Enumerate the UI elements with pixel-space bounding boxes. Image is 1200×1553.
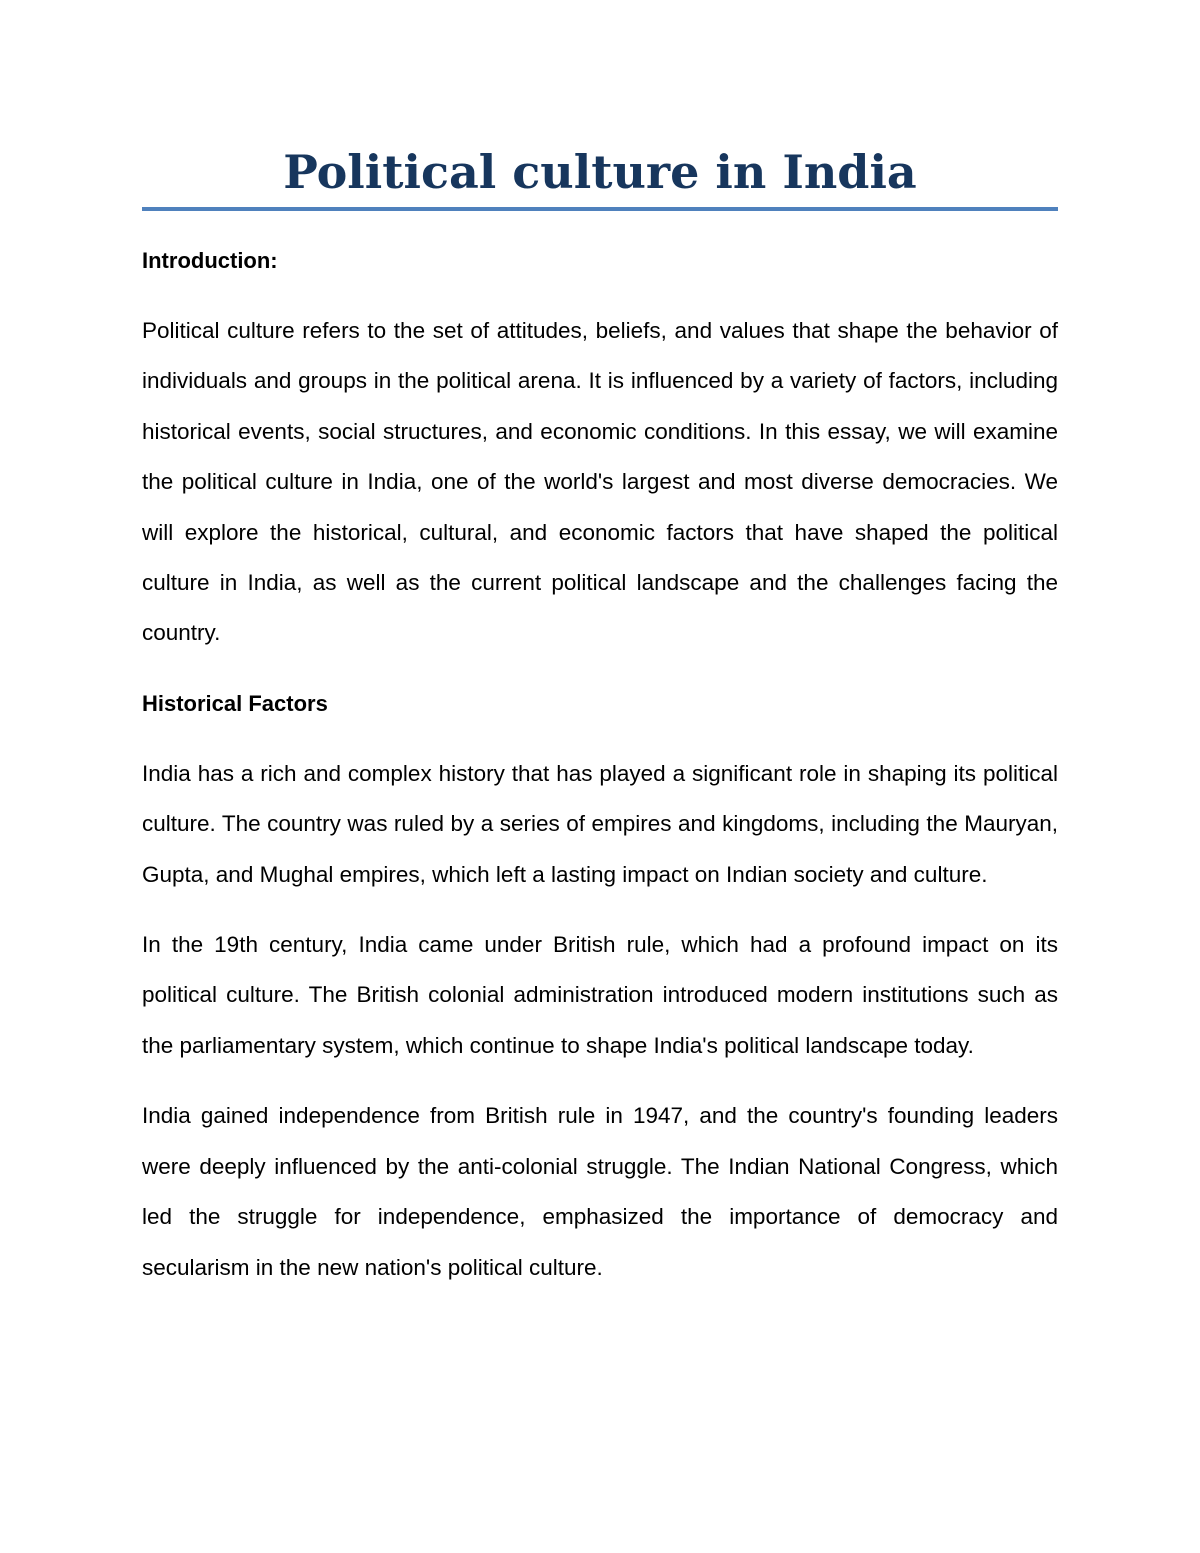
document-body [142, 236, 1058, 1293]
paragraph-british-rule: In the 19th century, India came under British rule, which had a profound impact on its political culture. The British colonial administration introduced modern institutions such as the parliamentary system, which continue to shape India's political landscape today. [142, 932, 1058, 1058]
paragraph-independence: India gained independence from British rule in 1947, and the country's founding leaders were deeply influenced by the anti-colonial struggle. The Indian National Congress, which led the struggle for independence, emphasized the importance of democracy and secularism in the new nation's political culture. [142, 1103, 1058, 1280]
paragraph-historical-empires: India has a rich and complex history that has played a significant role in shaping its political culture. The country was ruled by a series of empires and kingdoms, including the Mauryan, Gupta, and Mughal empires, which left a lasting impact on Indian society and culture. [142, 760, 1058, 887]
document-title: Political culture in India [283, 145, 917, 199]
section-heading-historical-factors: Historical Factors [142, 690, 328, 716]
title-underline-rule [142, 207, 1058, 211]
section-heading-introduction: Introduction: [142, 248, 278, 273]
paragraph-introduction: Political culture refers to the set of attitudes, beliefs, and values that shape the behavior of individuals and groups in the political arena. It is influenced by a variety of factors, including historical events, social structures, and economic conditions. In this essay, we will examine the political culture in India, one of the world's largest and most diverse democracies. We will explore the historical, cultural, and economic factors that have shaped the political culture in India, as well as the current political landscape and the challenges facing the country. [142, 318, 1058, 646]
